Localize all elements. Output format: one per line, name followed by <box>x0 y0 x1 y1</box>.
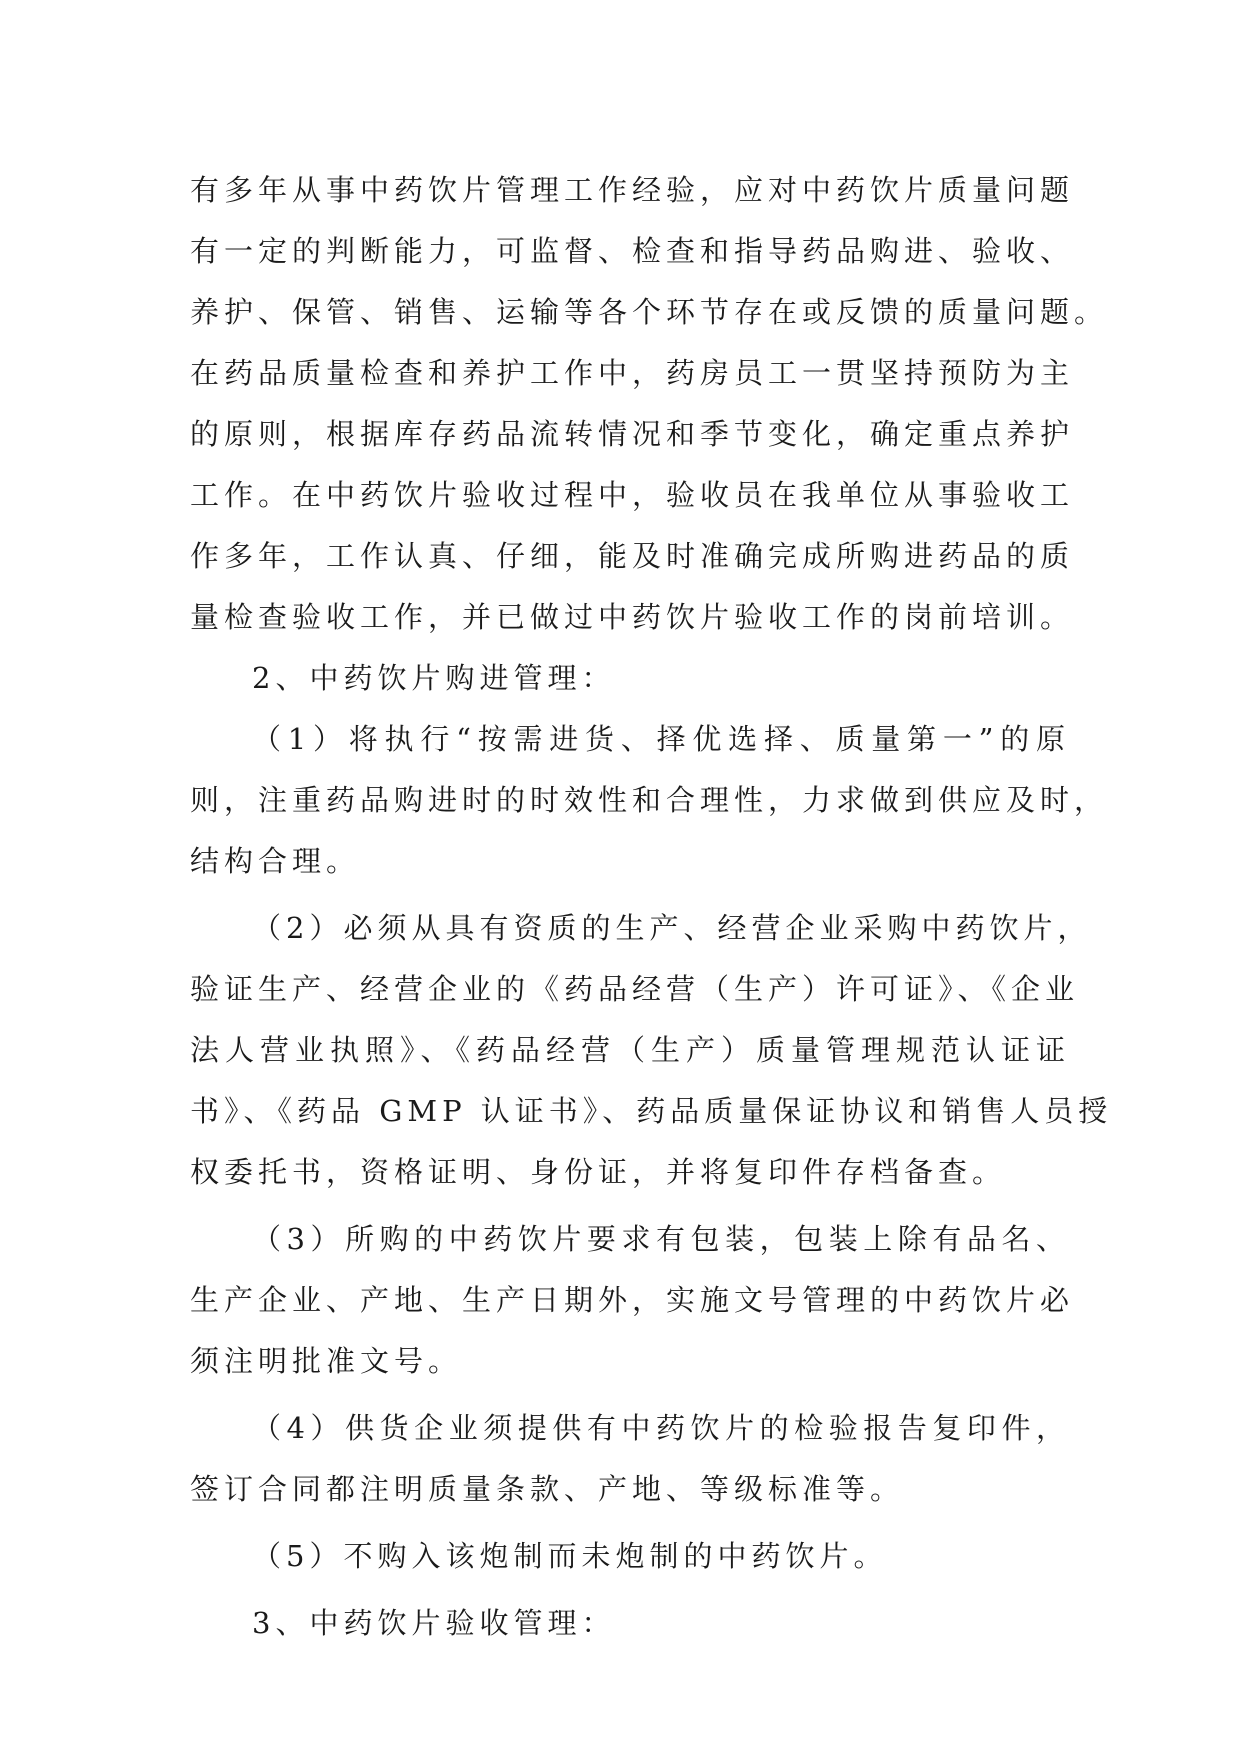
text-line: 量检查验收工作，并已做过中药饮片验收工作的岗前培训。 <box>190 600 1075 634</box>
text-line: 权委托书，资格证明、身份证，并将复印件存档备查。 <box>190 1155 1007 1189</box>
text-line: 在药品质量检查和养护工作中，药房员工一贯坚持预防为主 <box>190 356 1075 390</box>
text-line: （5）不购入该炮制而未炮制的中药饮片。 <box>252 1539 888 1573</box>
text-line: （1）将执行“按需进货、择优选择、质量第一”的原 <box>252 722 1070 756</box>
text-line: 生产企业、产地、生产日期外，实施文号管理的中药饮片必 <box>190 1283 1075 1317</box>
text-line: 验证生产、经营企业的《药品经营（生产）许可证》、《企业 <box>190 972 1080 1006</box>
text-line: 的原则，根据库存药品流转情况和季节变化，确定重点养护 <box>190 417 1075 451</box>
text-line: （3）所购的中药饮片要求有包装，包装上除有品名、 <box>252 1222 1070 1256</box>
text-line: 有多年从事中药饮片管理工作经验，应对中药饮片质量问题 <box>190 173 1075 207</box>
text-line: 作多年，工作认真、仔细，能及时准确完成所购进药品的质 <box>190 539 1075 573</box>
list-item-2 <box>190 898 1113 1203</box>
text-line: 结构合理。 <box>190 844 361 878</box>
paragraph-staff-experience <box>190 160 1109 648</box>
text-line: 法人营业执照》、《药品经营（生产）质量管理规范认证证 <box>190 1033 1070 1067</box>
text-line: 须注明批准文号。 <box>190 1344 463 1378</box>
list-item-5 <box>190 1526 1070 1587</box>
text-line: （4）供货企业须提供有中药饮片的检验报告复印件， <box>252 1411 1070 1445</box>
text-line: 签订合同都注明质量条款、产地、等级标准等。 <box>190 1472 905 1506</box>
document-body <box>190 160 1113 1654</box>
section-heading-acceptance <box>190 1593 1070 1654</box>
list-item-3 <box>190 1209 1075 1392</box>
section-heading-purchase <box>190 648 1070 709</box>
text-line: 书》、《药品 GMP 认证书》、药品质量保证协议和销售人员授 <box>190 1094 1113 1128</box>
text-line: （2）必须从具有资质的生产、经营企业采购中药饮片， <box>252 911 1092 945</box>
list-item-4 <box>190 1398 1070 1520</box>
section-heading-text: 3、中药饮片验收管理： <box>252 1606 616 1640</box>
text-line: 则，注重药品购进时的时效性和合理性，力求做到供应及时， <box>190 783 1109 817</box>
text-line: 工作。在中药饮片验收过程中，验收员在我单位从事验收工 <box>190 478 1075 512</box>
text-line: 有一定的判断能力，可监督、检查和指导药品购进、验收、 <box>190 234 1075 268</box>
text-line: 养护、保管、销售、运输等各个环节存在或反馈的质量问题。 <box>190 295 1109 329</box>
section-heading-text: 2、中药饮片购进管理： <box>252 661 616 695</box>
list-item-1 <box>190 709 1109 892</box>
